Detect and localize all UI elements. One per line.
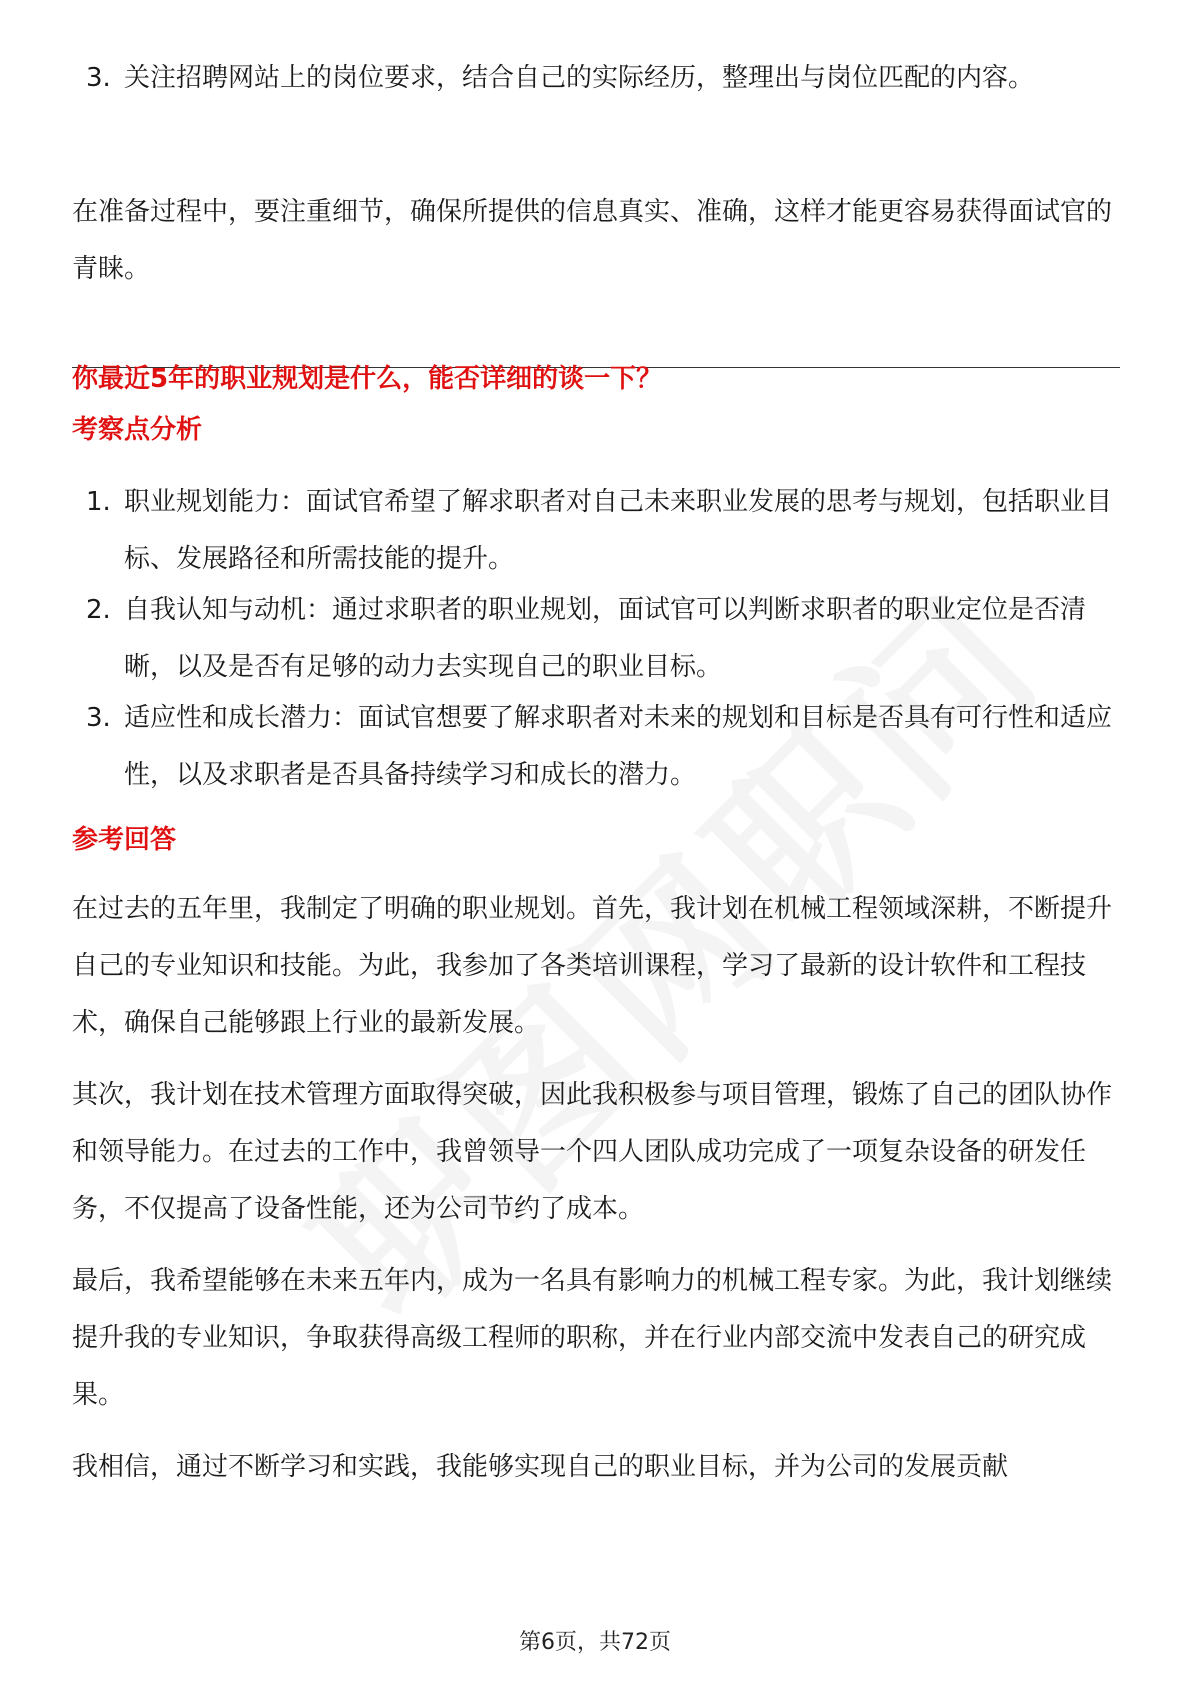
page-footer: 第6页，共72页 xyxy=(519,1630,671,1655)
answer-paragraph: 我相信，通过不断学习和实践，我能够实现自己的职业目标，并为公司的发展贡献 xyxy=(72,1452,1009,1482)
list-item-text: 适应性和成长潜力：面试官想要了解求职者对未来的规划和目标是否具有可行性和适应性，以及求职者是否具备持续学习和成长的潜力。 xyxy=(124,703,1113,790)
list-item-text: 自我认知与动机：通过求职者的职业规划，面试官可以判断求职者的职业定位是否清晰，以及是否有足够的动力去实现自己的职业目标。 xyxy=(124,595,1087,682)
answer-heading: 参考回答 xyxy=(72,825,177,855)
answer-paragraph: 最后，我希望能够在未来五年内，成为一名具有影响力的机械工程专家。为此，我计划继续提升我的专业知识，争取获得高级工程师的职称，并在行业内部交流中发表自己的研究成果。 xyxy=(72,1266,1113,1410)
analysis-heading: 考察点分析 xyxy=(72,415,203,445)
list-item-text: 职业规划能力：面试官希望了解求职者对自己未来职业发展的思考与规划，包括职业目标、发展路径和所需技能的提升。 xyxy=(124,487,1113,574)
list-item xyxy=(72,690,1120,804)
answer-paragraph: 其次，我计划在技术管理方面取得突破，因此我积极参与项目管理，锻炼了自己的团队协作和领导能力。在过去的工作中，我曾领导一个四人团队成功完成了一项复杂设备的研发任务，不仅提高了设备性能，还为公司节约了成本。 xyxy=(72,1080,1113,1224)
list-item-number: 3. xyxy=(86,703,111,733)
answer-paragraph: 在过去的五年里，我制定了明确的职业规划。首先，我计划在机械工程领域深耕，不断提升自己的专业知识和技能。为此，我参加了各类培训课程，学习了最新的设计软件和工程技术，确保自己能够跟上行业的最新发展。 xyxy=(72,894,1113,1038)
question-title: 你最近5年的职业规划是什么，能否详细的谈一下？ xyxy=(72,364,663,394)
list-item xyxy=(72,582,1120,696)
prep-note-paragraph: 在准备过程中，要注重细节，确保所提供的信息真实、准确，这样才能更容易获得面试官的青睐。 xyxy=(72,197,1113,284)
list-item-text: 关注招聘网站上的岗位要求，结合自己的实际经历，整理出与岗位匹配的内容。 xyxy=(124,63,1035,93)
list-item xyxy=(72,474,1120,588)
list-item-number: 3. xyxy=(86,63,111,93)
list-item-number: 2. xyxy=(86,595,111,625)
list-item-number: 1. xyxy=(86,487,111,517)
list-item xyxy=(72,50,1120,107)
